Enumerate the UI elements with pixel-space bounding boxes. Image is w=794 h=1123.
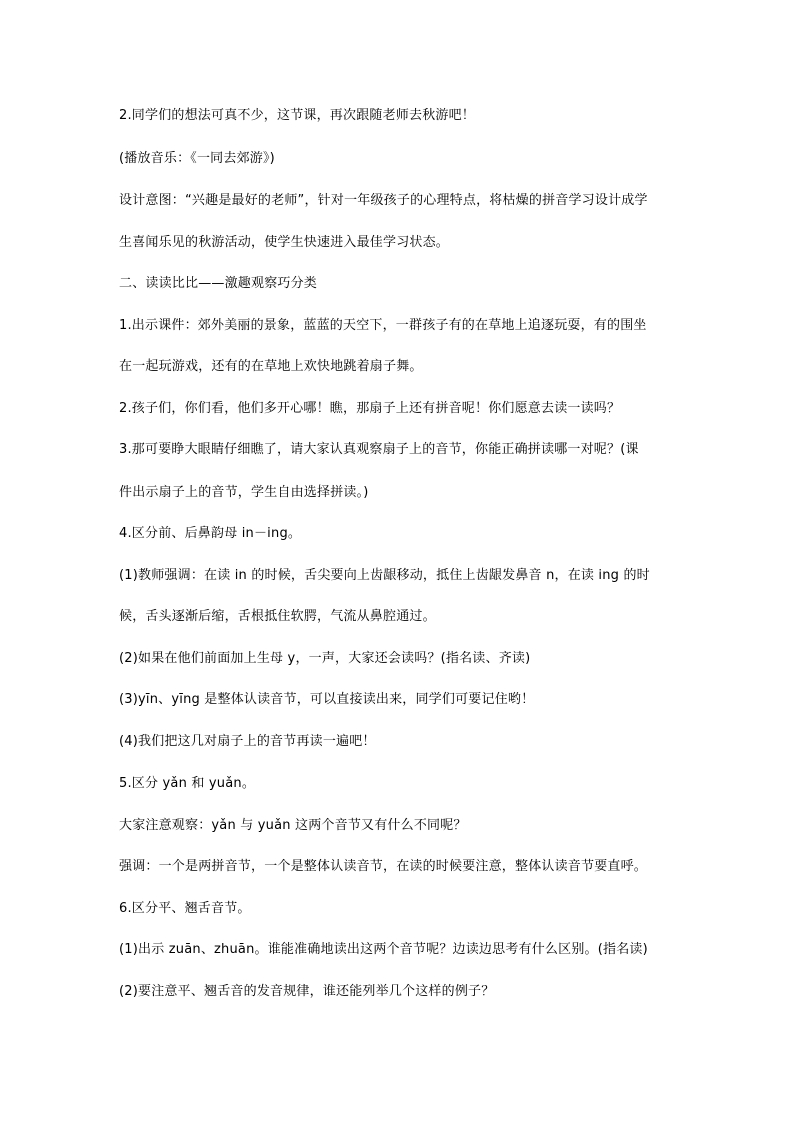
paragraph-line: (4)我们把这几对扇子上的音节再读一遍吧！ xyxy=(119,734,376,749)
paragraph-line: 在一起玩游戏，还有的在草地上欢快地跳着扇子舞。 xyxy=(119,359,423,374)
paragraph-line: 2.同学们的想法可真不少，这节课，再次跟随老师去秋游吧！ xyxy=(119,108,476,123)
paragraph-line: 强调：一个是两拼音节，一个是整体认读音节，在读的时候要注意，整体认读音节要直呼。 xyxy=(119,859,648,874)
paragraph-line: 2.孩子们，你们看，他们多开心哪！瞧，那扇子上还有拼音呢！你们愿意去读一读吗？ xyxy=(119,401,621,416)
paragraph-line: (2)如果在他们前面加上生母 y，一声，大家还会读吗？(指名读、齐读) xyxy=(119,651,531,666)
paragraph-line: 1.出示课件：郊外美丽的景象，蓝蓝的天空下，一群孩子有的在草地上追逐玩耍，有的围坐 xyxy=(119,318,647,333)
paragraph-line: (1)教师强调：在读 in 的时候，舌尖要向上齿龈移动，抵住上齿龈发鼻音 n，在读 ing 的时 xyxy=(119,568,650,583)
paragraph-line: 生喜闻乐见的秋游活动，使学生快速进入最佳学习状态。 xyxy=(119,235,450,250)
paragraph-line: 3.那可要睁大眼睛仔细瞧了，请大家认真观察扇子上的音节，你能正确拼读哪一对呢？(课 xyxy=(119,442,639,457)
paragraph-line: 候，舌头逐渐后缩，舌根抵住软腭，气流从鼻腔通过。 xyxy=(119,609,436,624)
paragraph-line: (2)要注意平、翘舌音的发音规律，谁还能列举几个这样的例子？ xyxy=(119,984,495,999)
paragraph-line: (3)yīn、yīng 是整体认读音节，可以直接读出来，同学们可要记住哟！ xyxy=(119,692,535,707)
section-heading: 二、读读比比——激趣观察巧分类 xyxy=(119,276,318,291)
paragraph-line: 大家注意观察：yǎn 与 yuǎn 这两个音节又有什么不同呢？ xyxy=(119,818,467,833)
paragraph-line: 4.区分前、后鼻韵母 in－ing。 xyxy=(119,526,302,541)
paragraph-line: 件出示扇子上的音节，学生自由选择拼读。) xyxy=(119,485,369,500)
paragraph-line: 5.区分 yǎn 和 yuǎn。 xyxy=(119,776,256,791)
paragraph-line: (1)出示 zuān、zhuān。谁能准确地读出这两个音节呢？边读边思考有什么区别。(指名读) xyxy=(119,942,648,957)
paragraph-line: (播放音乐：《一同去郊游》) xyxy=(119,151,275,166)
paragraph-line: 设计意图：“兴趣是最好的老师”，针对一年级孩子的心理特点，将枯燥的拼音学习设计成学 xyxy=(119,193,648,208)
paragraph-line: 6.区分平、翘舌音节。 xyxy=(119,901,251,916)
